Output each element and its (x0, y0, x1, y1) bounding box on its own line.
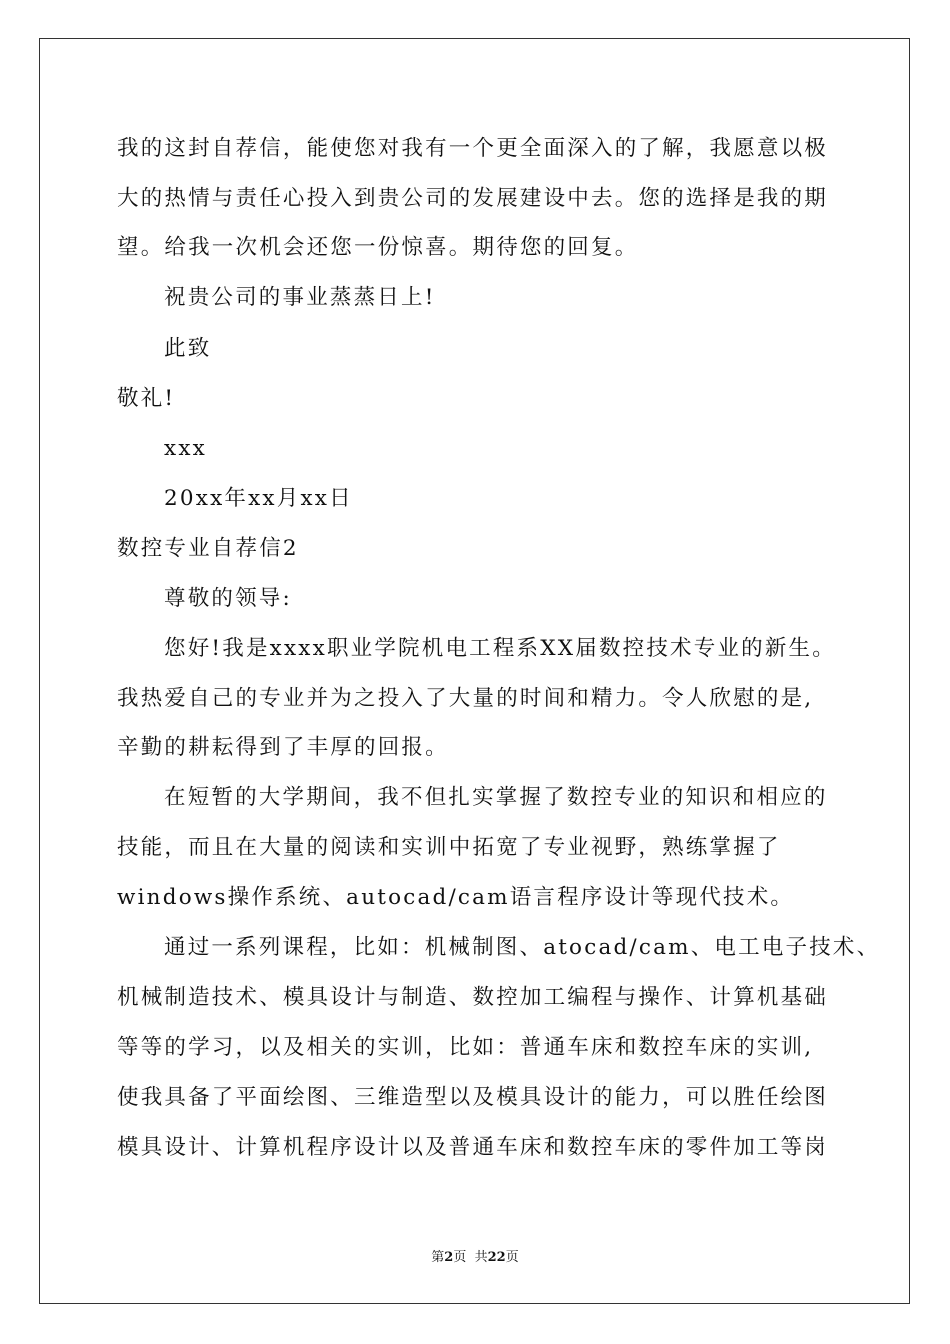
text-line: 等等的学习，以及相关的实训，比如：普通车床和数控车床的实训, (117, 1035, 814, 1060)
text-line: 模具设计、计算机程序设计以及普通车床和数控车床的零件加工等岗 (117, 1135, 829, 1160)
text-line: 20xx年xx月xx日 (164, 486, 353, 511)
text-line: windows操作系统、autocad/cam语言程序设计等现代技术。 (117, 885, 795, 910)
text-line: 在短暂的大学期间，我不但扎实掌握了数控专业的知识和相应的 (164, 785, 828, 810)
page-footer (0, 1246, 950, 1265)
text-line: 大的热情与责任心投入到贵公司的发展建设中去。您的选择是我的期 (117, 186, 829, 211)
text-line: 我的这封自荐信，能使您对我有一个更全面深入的了解，我愿意以极 (117, 136, 829, 161)
text-line: 敬礼! (117, 386, 176, 411)
text-line: 望。给我一次机会还您一份惊喜。期待您的回复。 (117, 235, 639, 260)
footer-mid: 页 共 (453, 1250, 488, 1265)
total-page-count: 22 (487, 1250, 506, 1265)
footer-prefix: 第 (431, 1250, 445, 1265)
text-line: 祝贵公司的事业蒸蒸日上! (164, 285, 436, 310)
text-line: 机械制造技术、模具设计与制造、数控加工编程与操作、计算机基础 (117, 985, 829, 1010)
text-line: 技能，而且在大量的阅读和实训中拓宽了专业视野，熟练掌握了 (117, 835, 781, 860)
footer-suffix: 页 (505, 1250, 519, 1265)
text-line: 我热爱自己的专业并为之投入了大量的时间和精力。令人欣慰的是, (117, 686, 814, 711)
page-border (39, 38, 910, 1304)
text-line: 通过一系列课程，比如：机械制图、atocad/cam、电工电子技术、 (164, 935, 881, 960)
text-line: 尊敬的领导: (164, 586, 292, 611)
text-line: 辛勤的耕耘得到了丰厚的回报。 (117, 735, 449, 760)
text-line: 您好!我是xxxx职业学院机电工程系XX届数控技术专业的新生。 (164, 636, 836, 661)
text-line: 此致 (164, 336, 212, 361)
section-title: 数控专业自荐信2 (117, 536, 299, 561)
current-page-number: 2 (444, 1250, 454, 1265)
text-line: 使我具备了平面绘图、三维造型以及模具设计的能力，可以胜任绘图 (117, 1085, 829, 1110)
text-line: xxx (164, 436, 207, 461)
